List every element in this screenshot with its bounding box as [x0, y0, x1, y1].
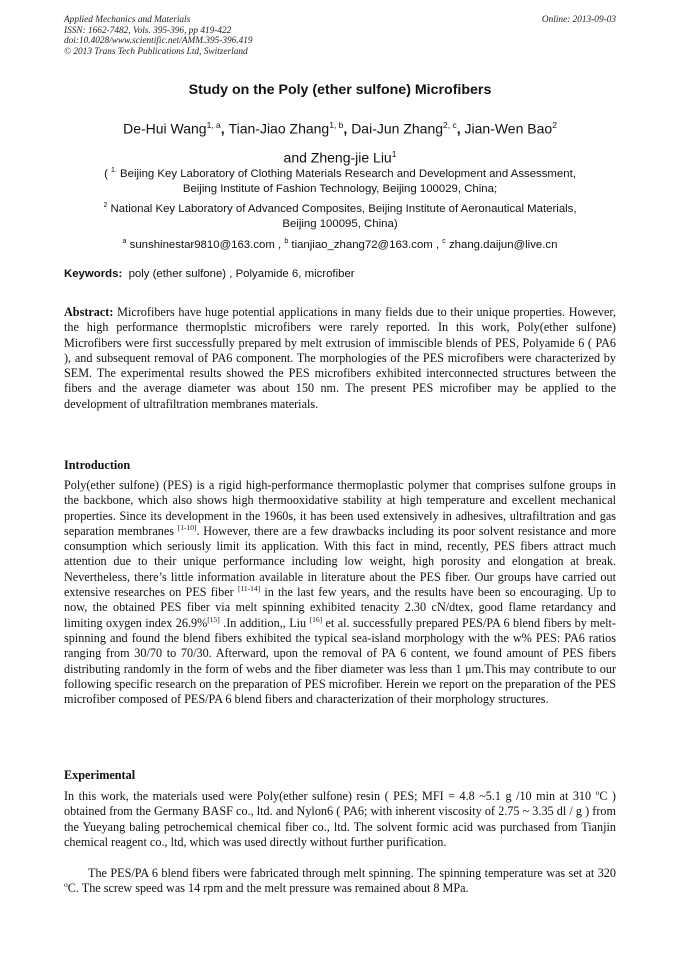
author-name: Zheng-jie Liu [310, 149, 392, 166]
affiliation-1: ( $^{1.}$ Beijing Key Laboratory of Clothing Materials Research and Development and Assessment, Beijing Institute of Fashion Technology, Beijing 100029, China; [64, 163, 616, 198]
affil-text: Beijing Institute of Fashion Technology, Beijing 100029, China; [182, 183, 498, 196]
abstract [64, 305, 616, 412]
author-list [64, 113, 616, 170]
citation: [11-14] [237, 584, 261, 594]
paper-title: Study on the Poly (ether sulfone) Microfibers [188, 82, 492, 98]
degree-symbol: o [64, 880, 68, 890]
keywords-label: Keywords: [64, 268, 123, 280]
affil-sup: 1. [111, 167, 117, 174]
degree-symbol: o [595, 787, 600, 797]
affiliation-2 [64, 198, 616, 233]
keywords [64, 268, 616, 280]
authors-line-1: De-Hui Wang$^{1, a}$, Tian-Jiao Zhang$^{1, b}$, Dai-Jun Zhang$^{2, c}$, Jian-Wen Bao$^2$ [123, 120, 557, 137]
introduction-paragraph: Poly(ether sulfone) (PES) is a rigid high-performance thermoplastic polymer that comprises sulfone groups in the backbone, which also shows high thermooxidative stability at high temperature and excellent mechanical properties. Since its development in the 1960s, it has been used extensively in adhesives, ultrafiltration and gas separation membranes [1-10]. However, there are a few drawbacks including its poor solvent resistance and more consumption which seriously limit its application. With this fact in mind, recently, PES fibers attract much attention due to their unique performance including low weight, high porosity and elongation at break. Nevertheless, there’s little information available in literature about the PES fiber. Our groups have carried out extensive researches on PES fiber [11-14] in the last few years, and the results have been so encouraging. Up to now, the obtained PES fiber via melt spinning exhibited tenacity 2.30 cN/dtex, good flame retardancy and limiting oxygen index 26.9%[15] .In addition,, Liu [16] et al. successfully prepared PES/PA 6 blend fibers by melt-spinning and found the blend fibers exhibited the typical sea-island morphology with the w% PES: PA6 ratios ranging from 30/70 to 70/30. Afterward, upon the removal of PA 6 content, we found amount of PES fibers distributing randomly in the form of webs and the fiber diameter was less than 1 μm.This may contribute to our following specific research on the preparation of PES microfiber. Herein we report on the preparation of the PES microfiber composed of PES/PA 6 blend fibers and characterization of their morphology structures. [64, 478, 617, 707]
author-sup: 1 [391, 148, 397, 159]
journal-name: Applied Mechanics and Materials [64, 15, 191, 25]
affil-text: Beijing 100095, China) [282, 218, 398, 231]
affil-text: National Key Laboratory of Advanced Composites, Beijing Institute of Aeronautical Materials, [110, 202, 577, 215]
author-name: De-Hui Wang [123, 120, 207, 137]
email-a[interactable]: sunshinestar9810@163.com [129, 238, 275, 251]
author-connector: and [283, 149, 307, 166]
abstract-label: Abstract: [64, 305, 114, 319]
author-name: Jian-Wen Bao [464, 120, 553, 137]
copyright-line: © 2013 Trans Tech Publications Ltd, Switzerland [64, 46, 248, 57]
affil-sup: 2 [103, 202, 108, 209]
citation: [15] [207, 614, 220, 624]
email-b[interactable]: tianjiao_zhang72@163.com [291, 238, 433, 251]
email-c[interactable]: zhang.daijun@live.cn [448, 238, 558, 251]
author-name: Dai-Jun Zhang [351, 120, 444, 137]
email-line: $^a$ sunshinestar9810@163.com , $^b$ tianjiao_zhang72@163.com , $^c$ zhang.daijun@live.cn [122, 238, 558, 251]
affil-text: Beijing Key Laboratory of Clothing Materials Research and Development and Assessment, [120, 167, 576, 180]
journal-header [64, 15, 616, 57]
citation: [1-10] [177, 522, 197, 532]
author-sup: 1, b [329, 120, 344, 130]
issn-line: ISSN: 1662-7482, Vols. 395-396, pp 419-422 [64, 25, 232, 36]
section-heading-experimental: Experimental [64, 768, 136, 782]
author-sup: 2 [552, 120, 557, 130]
online-date: Online: 2013-09-03 [541, 15, 616, 25]
doi-line: doi:10.4028/www.scientific.net/AMM.395-396.419 [64, 36, 253, 47]
experimental-paragraph-1: In this work, the materials used were Poly(ether sulfone) resin ( PES; MFI = 4.8 ~5.1 g /10 min at 310 $^o$C ) obtained from the Germany BASF co., ltd. and Nylon6 ( PA6; with inherent viscosity of 2.75 ~ 3.35 dl / g ) from the Yueyang baling petrochemical chemical fiber co., ltd. The solvent formic acid was purchased from Tianjin chemical reagent co., ltd, which was used directly without further purification. [64, 787, 616, 849]
author-name: Tian-Jiao Zhang [228, 120, 330, 137]
author-sup: 1, a [206, 120, 221, 130]
author-sup: 2, c [443, 120, 457, 130]
keywords-text: poly (ether sulfone) , Polyamide 6, microfiber [128, 268, 355, 280]
section-heading-introduction: Introduction [64, 458, 131, 472]
citation: [16] [309, 614, 323, 624]
abstract-text: Microfibers have huge potential applications in many fields due to their unique properties. However, the high performance thermoplstic microfibers were rarely reported. In this work, Poly(ether sulfone) Microfibers were first successfully prepared by melt extrusion of immiscible blends of PES, Polyamide 6 ( PA6 ), and subsequent removal of PA6 component. The morphologies of the PES microfibers were characterized by SEM. The experimental results showed the PES microfibers exhibited interconnected structures between the fibers and the average diameter was about 150 nm. The present PES microfiber may be applied to the development of ultrafiltration membranes materials. [64, 305, 616, 411]
experimental-paragraph-2: The PES/PA 6 blend fibers were fabricated through melt spinning. The spinning temperature was set at 320 $^o$C. The screw speed was 14 rpm and the melt pressure was remained about 8 MPa. [64, 866, 616, 896]
